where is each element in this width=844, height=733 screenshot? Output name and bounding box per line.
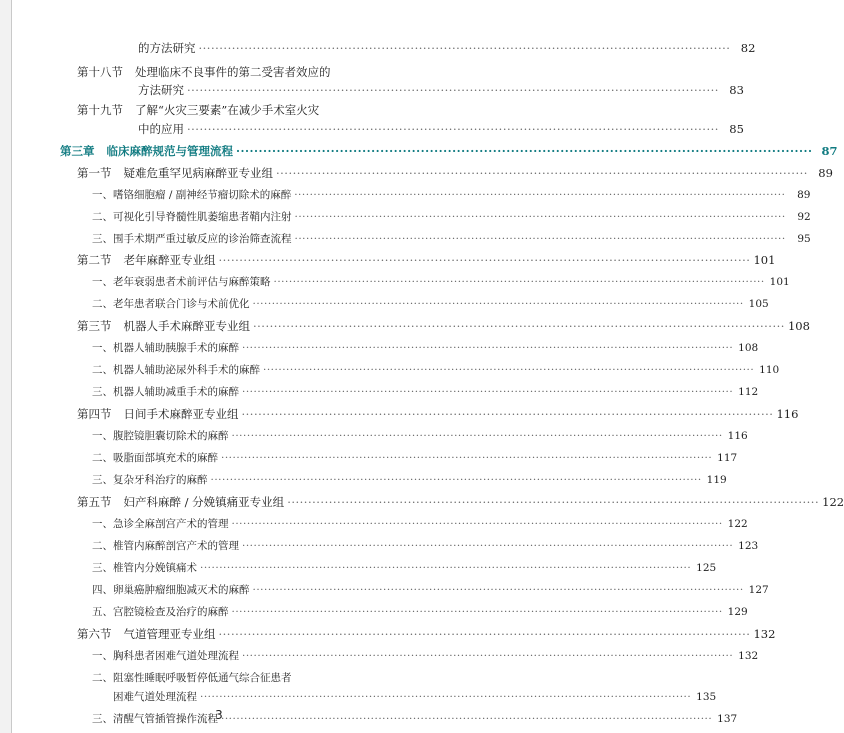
section-title: 了解“火灾三要素”在减少手术室火灾 xyxy=(135,103,320,117)
toc-page-number: 92 xyxy=(797,211,811,223)
dot-leader xyxy=(200,691,691,703)
toc-entry-title: 一、急诊全麻剖宫产术的管理 xyxy=(92,518,229,530)
dot-leader xyxy=(236,144,812,158)
dot-leader xyxy=(232,518,723,530)
toc-page-number: 123 xyxy=(738,540,759,552)
chapter-number: 第三章 xyxy=(60,144,95,158)
toc-page-number: 112 xyxy=(738,386,759,398)
toc-page-number: 89 xyxy=(818,166,833,180)
section-number: 第三节 xyxy=(77,319,112,333)
dot-leader xyxy=(294,189,785,201)
toc-page-number: 116 xyxy=(776,407,799,421)
toc-page-number: 119 xyxy=(706,474,727,486)
toc-page-number: 105 xyxy=(748,298,769,310)
toc-entry-title: 一、嗜铬细胞瘤 / 副神经节瘤切除术的麻醉 xyxy=(92,189,292,201)
toc-entry-title: 三、椎管内分娩镇痛术 xyxy=(92,562,197,574)
dot-leader xyxy=(221,452,712,464)
toc-entry-title: 二、老年患者联合门诊与术前优化 xyxy=(92,298,250,310)
toc-section-entry xyxy=(77,626,776,646)
toc-entry xyxy=(92,274,790,294)
section-title: 老年麻醉亚专业组 xyxy=(123,253,216,267)
toc-page-number: 122 xyxy=(727,518,748,530)
toc-entry xyxy=(92,604,748,624)
toc-entry-title: 一、老年衰弱患者术前评估与麻醉策略 xyxy=(92,276,271,288)
toc-entry-title xyxy=(77,406,239,422)
chapter-title: 临床麻醉规范与管理流程 xyxy=(106,144,233,158)
toc-page-number: 101 xyxy=(753,253,776,267)
toc-page-number: 89 xyxy=(797,189,811,201)
toc-entry xyxy=(92,187,811,207)
dot-leader xyxy=(287,495,819,509)
toc-entry-title xyxy=(77,102,319,118)
dot-leader xyxy=(232,430,723,442)
toc-entry-title: 一、机器人辅助胰腺手术的麻醉 xyxy=(92,342,239,354)
section-number: 第六节 xyxy=(77,627,112,641)
dot-leader xyxy=(253,319,785,333)
toc-page-number: 108 xyxy=(787,319,810,333)
dot-leader xyxy=(200,562,691,574)
dot-leader xyxy=(187,83,719,97)
section-title: 日间手术麻醉亚专业组 xyxy=(123,407,239,421)
toc-entry xyxy=(92,670,394,690)
toc-entry-title: 二、阻塞性睡眠呼吸暂停低通气综合征患者 xyxy=(92,672,292,684)
toc-section-heading xyxy=(77,102,394,122)
toc-page-number: 132 xyxy=(753,627,776,641)
section-number: 第十九节 xyxy=(77,103,123,117)
toc-entry xyxy=(92,582,769,602)
toc-page-number: 83 xyxy=(729,83,744,97)
toc-entry xyxy=(92,209,811,229)
toc-section-entry xyxy=(77,406,799,426)
toc-entry xyxy=(92,648,759,668)
dot-leader xyxy=(242,650,733,662)
toc-entry xyxy=(92,516,748,536)
section-number: 第十八节 xyxy=(77,65,123,79)
toc-entry-title: 三、机器人辅助减重手术的麻醉 xyxy=(92,386,239,398)
toc-entry-title: 中的应用 xyxy=(138,122,184,136)
dot-leader xyxy=(253,298,744,310)
toc-entry xyxy=(113,689,717,709)
page-number: 3 xyxy=(215,708,223,722)
toc-page-number: 85 xyxy=(729,122,744,136)
toc-entry-title: 困难气道处理流程 xyxy=(113,691,197,703)
toc-entry-title: 二、机器人辅助泌尿外科手术的麻醉 xyxy=(92,364,260,376)
dot-leader xyxy=(274,276,765,288)
toc-entry-title xyxy=(77,165,273,181)
section-title: 妇产科麻醉 / 分娩镇痛亚专业组 xyxy=(123,495,285,509)
dot-leader xyxy=(187,122,719,136)
section-title: 疑难危重罕见病麻醉亚专业组 xyxy=(123,166,273,180)
dot-leader xyxy=(242,342,733,354)
toc-entry-title: 一、胸科患者困难气道处理流程 xyxy=(92,650,239,662)
toc-entry xyxy=(92,340,759,360)
dot-leader xyxy=(242,407,774,421)
toc-page-number: 108 xyxy=(738,342,759,354)
toc-entry-title xyxy=(77,252,216,268)
toc-entry xyxy=(138,121,744,141)
toc-entry xyxy=(92,560,717,580)
toc-chapter-entry xyxy=(60,143,838,163)
toc-entry xyxy=(138,82,744,102)
toc-section-entry xyxy=(77,165,833,185)
dot-leader xyxy=(242,540,733,552)
toc-entry-title: 一、腹腔镜胆囊切除术的麻醉 xyxy=(92,430,229,442)
toc-page-number: 137 xyxy=(717,713,738,725)
toc-page-number: 101 xyxy=(769,276,790,288)
toc-entry xyxy=(92,472,727,492)
toc-entry xyxy=(92,428,748,448)
toc-entry xyxy=(92,384,759,404)
toc-entry-title: 五、宫腔镜检查及治疗的麻醉 xyxy=(92,606,229,618)
toc-entry-title: 二、吸脂面部填充术的麻醉 xyxy=(92,452,218,464)
toc-page-number: 129 xyxy=(727,606,748,618)
toc-entry xyxy=(92,362,780,382)
toc-entry-title: 三、清醒气管插管操作流程 xyxy=(92,713,218,725)
section-title: 处理临床不良事件的第二受害者效应的 xyxy=(135,65,331,79)
toc-section-entry xyxy=(77,494,844,514)
toc-page-number: 82 xyxy=(740,41,756,55)
toc-page-number: 110 xyxy=(759,364,780,376)
toc-entry-title xyxy=(77,318,250,334)
toc-page-number: 117 xyxy=(717,452,738,464)
toc-entry-title: 二、可视化引导脊髓性肌萎缩患者鞘内注射 xyxy=(92,211,292,223)
dot-leader xyxy=(232,606,723,618)
toc-entry-title xyxy=(77,64,331,80)
toc-entry xyxy=(92,231,811,251)
toc-entry xyxy=(92,538,759,558)
dot-leader xyxy=(242,386,733,398)
dot-leader xyxy=(295,233,786,245)
toc-entry xyxy=(92,450,738,470)
toc-page-number: 132 xyxy=(738,650,759,662)
section-title: 机器人手术麻醉亚专业组 xyxy=(123,319,250,333)
toc-entry-title: 的方法研究 xyxy=(138,41,196,55)
dot-leader xyxy=(219,253,751,267)
toc-section-heading xyxy=(77,64,394,84)
toc-page-number: 116 xyxy=(727,430,748,442)
section-number: 第五节 xyxy=(77,495,112,509)
dot-leader xyxy=(199,41,731,55)
dot-leader xyxy=(295,211,786,223)
toc-entry-title: 三、围手术期严重过敏反应的诊治筛查流程 xyxy=(92,233,292,245)
toc-entry xyxy=(138,40,756,60)
toc-entry-title xyxy=(77,626,216,642)
dot-leader xyxy=(276,166,808,180)
dot-leader xyxy=(211,474,702,486)
toc-entry-title: 方法研究 xyxy=(138,83,184,97)
toc-section-entry xyxy=(77,252,776,272)
dot-leader xyxy=(253,584,744,596)
toc-entry-title xyxy=(77,494,284,510)
toc-entry-title: 二、椎管内麻醉剖宫产术的管理 xyxy=(92,540,239,552)
section-number: 第一节 xyxy=(77,166,112,180)
toc-page-number: 125 xyxy=(696,562,717,574)
toc-page-number: 135 xyxy=(696,691,717,703)
dot-leader xyxy=(219,627,751,641)
toc-entry-title: 四、卵巢癌肿瘤细胞减灭术的麻醉 xyxy=(92,584,250,596)
toc-page-number: 127 xyxy=(748,584,769,596)
toc-page-number: 122 xyxy=(822,495,844,509)
toc-page-number: 95 xyxy=(797,233,811,245)
toc-section-entry xyxy=(77,318,810,338)
toc-entry-title: 三、复杂牙科治疗的麻醉 xyxy=(92,474,208,486)
section-number: 第二节 xyxy=(77,253,112,267)
dot-leader xyxy=(263,364,754,376)
toc-page-number: 87 xyxy=(821,144,838,158)
toc-entry-title xyxy=(60,143,233,159)
section-number: 第四节 xyxy=(77,407,112,421)
section-title: 气道管理亚专业组 xyxy=(123,627,216,641)
toc-entry xyxy=(92,296,769,316)
